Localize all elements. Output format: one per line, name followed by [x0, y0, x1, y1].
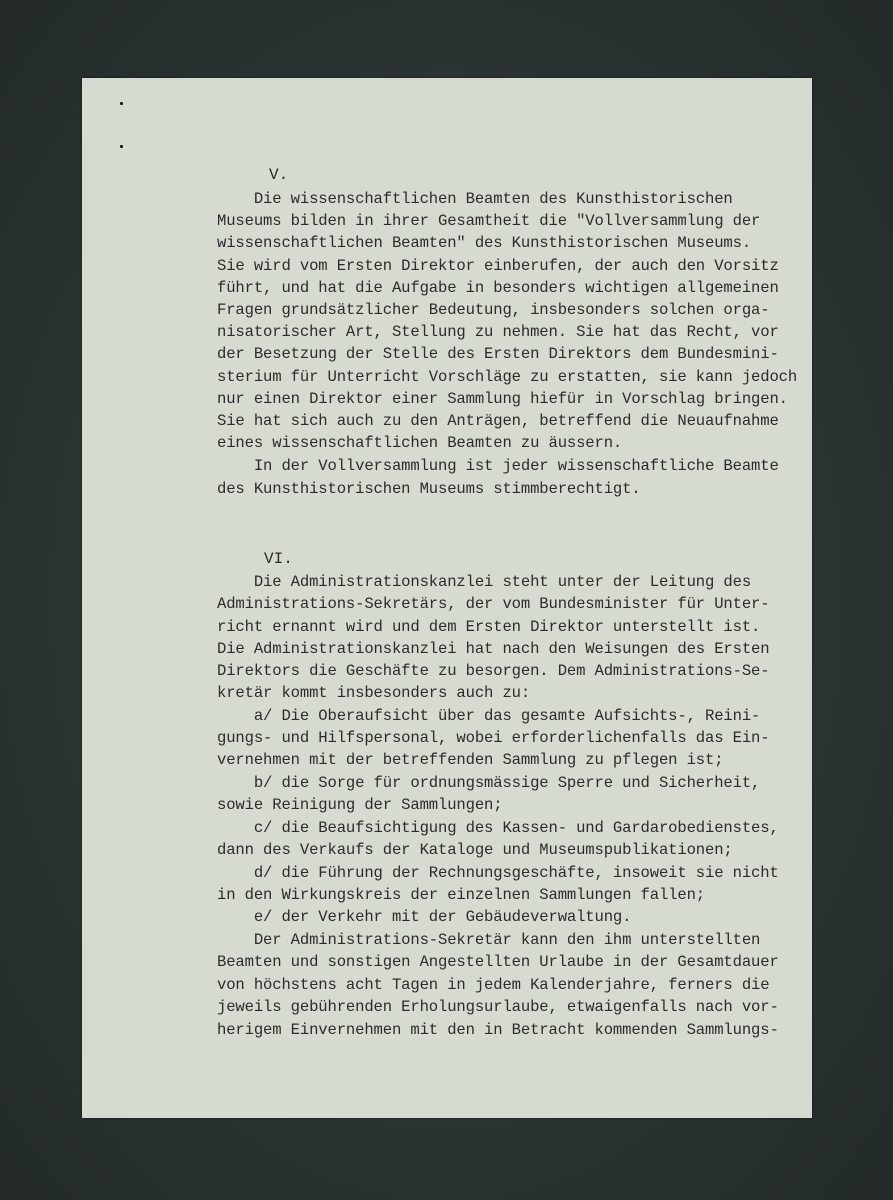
section-vi-line: jeweils gebührenden Erholungsurlaube, etwaigenfalls nach vor-: [217, 998, 779, 1016]
section-vi-line: dann des Verkaufs der Kataloge und Museumspublikationen;: [217, 841, 733, 859]
section-v-line: nur einen Direktor einer Sammlung hiefür in Vorschlag bringen.: [217, 390, 788, 408]
section-vi-line: vernehmen mit der betreffenden Sammlung zu pflegen ist;: [217, 751, 724, 769]
section-vi-line: b/ die Sorge für ordnungsmässige Sperre und Sicherheit,: [217, 774, 761, 792]
section-v-line: In der Vollversammlung ist jeder wissenschaftliche Beamte: [217, 457, 779, 475]
section-vi-line: a/ Die Oberaufsicht über das gesamte Aufsichts-, Reini-: [217, 707, 761, 725]
section-vi-line: Die Administrationskanzlei steht unter der Leitung des: [217, 573, 752, 591]
section-vi-line: richt ernannt wird und dem Ersten Direktor unterstellt ist.: [217, 618, 761, 636]
section-vi-line: Direktors die Geschäfte zu besorgen. Dem Administrations-Se-: [217, 662, 770, 680]
section-v-line: eines wissenschaftlichen Beamten zu äussern.: [217, 434, 623, 452]
section-vi-line: e/ der Verkehr mit der Gebäudeverwaltung.: [217, 908, 632, 926]
section-vi-heading: VI.: [264, 550, 293, 568]
section-vi-line: Administrations-Sekretärs, der vom Bundesminister für Unter-: [217, 595, 770, 613]
section-v-line: wissenschaftlichen Beamten" des Kunsthistorischen Museums.: [217, 234, 752, 252]
document-page: [82, 78, 812, 1118]
punch-hole-mark: [120, 145, 123, 148]
section-vi-line: herigem Einvernehmen mit den in Betracht kommenden Sammlungs-: [217, 1021, 779, 1039]
punch-hole-mark: [120, 102, 123, 105]
section-vi-line: gungs- und Hilfspersonal, wobei erforderlichenfalls das Ein-: [217, 729, 770, 747]
section-v-heading: V.: [269, 166, 289, 184]
section-vi-line: sowie Reinigung der Sammlungen;: [217, 796, 503, 814]
section-vi-line: in den Wirkungskreis der einzelnen Sammlungen fallen;: [217, 886, 706, 904]
section-v-line: Die wissenschaftlichen Beamten des Kunsthistorischen: [217, 190, 733, 208]
section-vi-line: c/ die Beaufsichtigung des Kassen- und Gardarobedienstes,: [217, 819, 779, 837]
section-v-line: nisatorischer Art, Stellung zu nehmen. Sie hat das Recht, vor: [217, 323, 779, 341]
section-vi-line: d/ die Führung der Rechnungsgeschäfte, insoweit sie nicht: [217, 864, 779, 882]
section-v-line: des Kunsthistorischen Museums stimmberechtigt.: [217, 480, 641, 498]
section-vi-line: Der Administrations-Sekretär kann den ihm unterstellten: [217, 931, 761, 949]
section-vi-line: Die Administrationskanzlei hat nach den Weisungen des Ersten: [217, 640, 770, 658]
section-v-line: sterium für Unterricht Vorschläge zu erstatten, sie kann jedoch: [217, 368, 798, 386]
section-v-line: Sie wird vom Ersten Direktor einberufen, der auch den Vorsitz: [217, 257, 779, 275]
section-v-line: Museums bilden in ihrer Gesamtheit die "Vollversammlung der: [217, 212, 761, 230]
section-v-line: Sie hat sich auch zu den Anträgen, betreffend die Neuaufnahme: [217, 412, 779, 430]
section-v-line: der Besetzung der Stelle des Ersten Direktors dem Bundesmini-: [217, 345, 779, 363]
section-v-line: führt, und hat die Aufgabe in besonders wichtigen allgemeinen: [217, 279, 779, 297]
section-vi-line: Beamten und sonstigen Angestellten Urlaube in der Gesamtdauer: [217, 953, 779, 971]
section-vi-line: von höchstens acht Tagen in jedem Kalenderjahre, ferners die: [217, 976, 770, 994]
section-vi-line: kretär kommt insbesonders auch zu:: [217, 684, 531, 702]
section-v-line: Fragen grundsätzlicher Bedeutung, insbesonders solchen orga-: [217, 301, 770, 319]
